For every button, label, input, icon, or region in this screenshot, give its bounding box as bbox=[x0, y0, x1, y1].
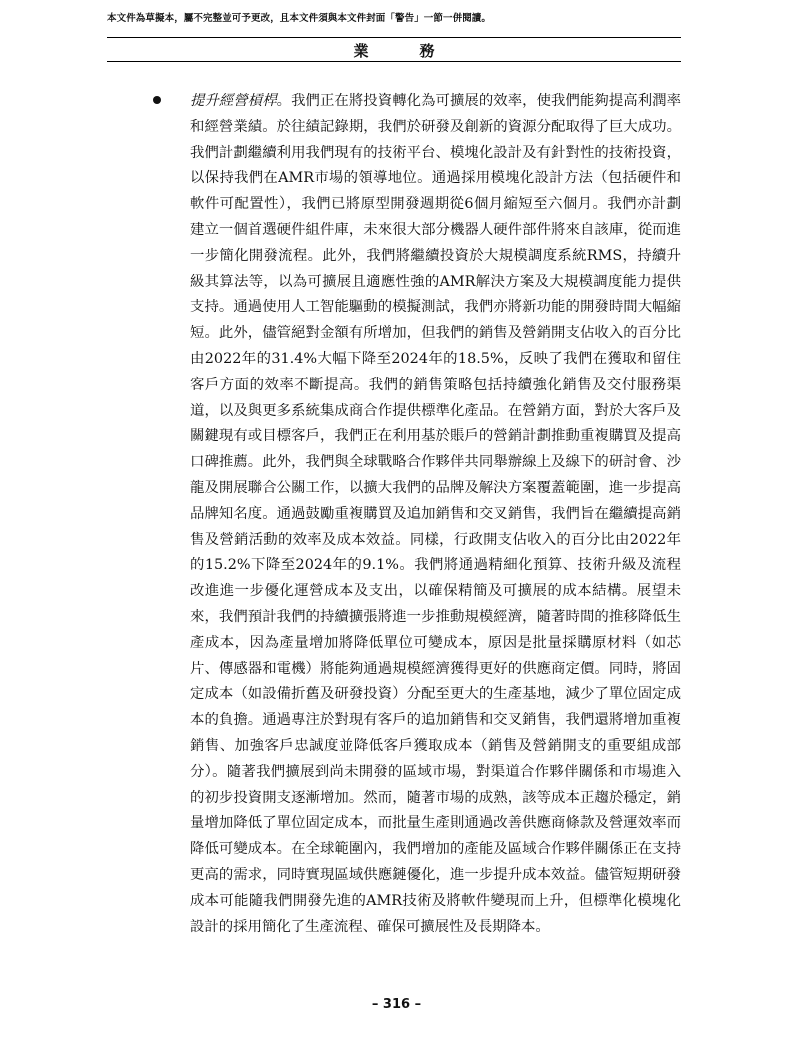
body-paragraph bbox=[190, 89, 681, 940]
header-rule-bottom bbox=[107, 61, 681, 62]
draft-disclaimer: 本文件為草擬本，屬不完整並可予更改，且本文件須與本文件封面「警告」一節一併閱讀。 bbox=[107, 13, 492, 24]
page-number: – 316 – bbox=[371, 997, 422, 1012]
header-rule-top bbox=[107, 37, 681, 38]
paragraph-heading: 提升經營槓桿 bbox=[190, 93, 277, 109]
bullet-dot bbox=[153, 96, 161, 104]
paragraph-body: 。我們正在將投資轉化為可擴展的效率，使我們能夠提高利潤率和經營業績。於往績記錄期，我們於研發及創新的資源分配取得了巨大成功。我們計劃繼續利用我們現有的技術平台、模塊化設計及有針對性的技術投資，以保持我們在AMR市場的領導地位。通過採用模塊化設計方法（包括硬件和軟件可配置性），我們已將原型開發週期從6個月縮短至六個月。我們亦計劃建立一個首選硬件組件庫，未來很大部分機器人硬件部件將來自該庫，從而進一步簡化開發流程。此外，我們將繼續投資於大規模調度系統RMS，持續升級其算法等，以為可擴展且適應性強的AMR解決方案及大規模調度能力提供支持。通過使用人工智能驅動的模擬測試，我們亦將新功能的開發時間大幅縮短。此外，儘管絕對金額有所增加，但我們的銷售及營銷開支佔收入的百分比由2022年的31.4%大幅下降至2024年的18.5%，反映了我們在獲取和留住客戶方面的效率不斷提高。我們的銷售策略包括持續強化銷售及交付服務渠道，以及與更多系統集成商合作提供標準化產品。在營銷方面，對於大客戶及關鍵現有或目標客戶，我們正在利用基於賬戶的營銷計劃推動重複購買及提高口碑推薦。此外，我們與全球戰略合作夥伴共同舉辦線上及線下的研討會、沙龍及開展聯合公關工作，以擴大我們的品牌及解決方案覆蓋範圍，進一步提高品牌知名度。通過鼓勵重複購買及追加銷售和交叉銷售，我們旨在繼續提高銷售及營銷活動的效率及成本效益。同樣，行政開支佔收入的百分比由2022年的15.2%下降至2024年的9.1%。我們將通過精細化預算、技術升級及流程改進進一步優化運營成本及支出，以確保精簡及可擴展的成本結構。展望未來，我們預計我們的持續擴張將進一步推動規模經濟，隨著時間的推移降低生產成本，因為產量增加將降低單位可變成本，原因是批量採購原材料（如芯片、傳感器和電機）將能夠通過規模經濟獲得更好的供應商定價。同時，將固定成本（如設備折舊及研發投資）分配至更大的生產基地，減少了單位固定成本的負擔。通過專注於對現有客戶的追加銷售和交叉銷售，我們還將增加重複銷售、加強客戶忠誠度並降低客戶獲取成本（銷售及營銷開支的重要組成部分）。隨著我們擴展到尚未開發的區域市場，對渠道合作夥伴關係和市場進入的初步投資開支逐漸增加。然而，隨著市場的成熟，該等成本正趨於穩定，銷量增加降低了單位固定成本，而批量生產則通過改善供應商條款及營運效率而降低可變成本。在全球範圍內，我們增加的產能及區域合作夥伴關係正在支持更高的需求，同時實現區域供應鏈優化，進一步提升成本效益。儘管短期研發成本可能隨我們開發先進的AMR技術及將軟件變現而上升，但標準化模塊化設計的採用簡化了生產流程、確保可擴展性及長期降本。 bbox=[190, 93, 681, 935]
section-title: 業 務 bbox=[353, 42, 453, 60]
